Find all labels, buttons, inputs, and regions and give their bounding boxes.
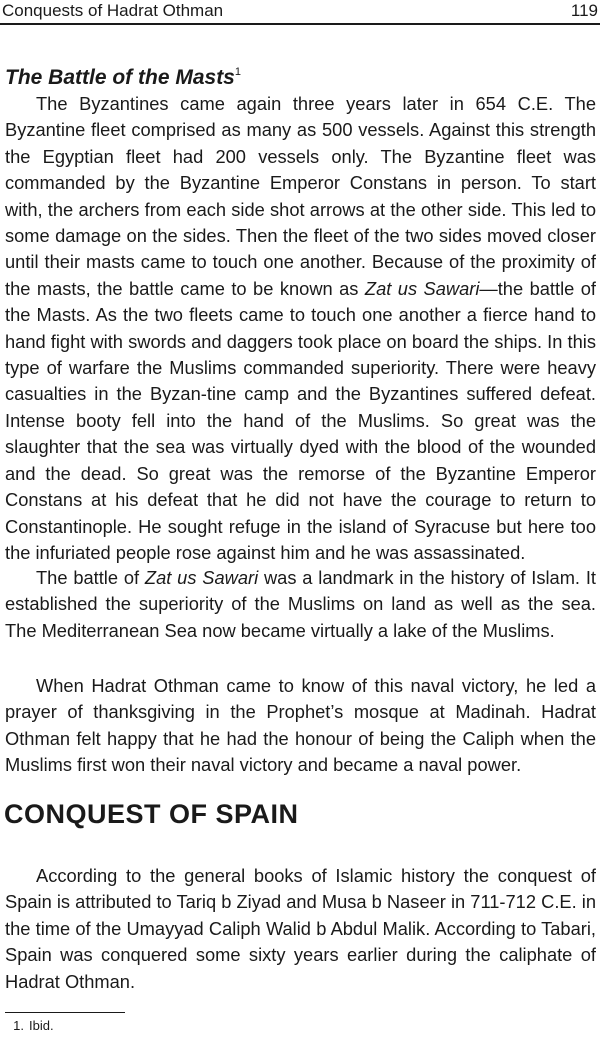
italic-term: Zat us Sawari <box>144 567 259 588</box>
footnote-marker: 1 <box>234 66 241 78</box>
paragraph-spain-conquest: According to the general books of Islamic history the conquest of Spain is attributed to Tariq b Ziyad and Musa b Naseer in 711-712 C.E. in the time of the Umayyad Caliph Walid b Abdul Malik. According to Tabari, Spain was conquered some sixty years earlier during the caliphate of Hadrat Othman. <box>5 865 596 992</box>
paragraph-thanksgiving: When Hadrat Othman came to know of this naval victory, he led a prayer of thanksgiving in the Prophet’s mosque at Madinah. Hadrat Othman felt happy that he had the honour of being the Caliph when the Muslims first won their naval victory and became a naval power. <box>5 675 596 776</box>
header-rule <box>0 23 600 25</box>
paragraph-battle-description <box>5 91 596 566</box>
italic-term: Zat us Sawari <box>364 277 480 299</box>
paragraph-text: The Byzantines came again three years later in 654 C.E. The Byzantine fleet comprised as many as 500 vessels. Against this strength the Egyptian fleet had 200 vessels only. The Byzantine fleet was commanded by the Byzantine Emperor Constans in person. To start with, the archers from each side shot arrows at the other side. This led to some damage on the sides. Then the fleet of the two sides moved closer until their masts came to touch one another. Because of the proximity of the masts, the battle came to be known as <box>5 93 596 299</box>
section-heading-text: The Battle of the Masts <box>5 66 235 89</box>
footnote-rule <box>5 1012 125 1013</box>
footnote-number: 1. <box>13 1018 24 1033</box>
chapter-heading: CONQUEST OF SPAIN <box>4 799 299 829</box>
paragraph-battle-significance <box>5 565 596 644</box>
section-heading <box>5 58 241 92</box>
paragraph-text: —the battle of the Masts. As the two fleets came to touch one another a fierce hand to hand fight with swords and daggers took place on board the ships. In this type of warfare the Muslims commanded superiority. There were heavy casualties in the Byzan-tine camp and the Byzantines suffered defeat. Intense booty fell into the hand of the Muslims. So great was the slaughter that the sea was virtually dyed with the blood of the wounded and the dead. So great was the remorse of the Byzantine Emperor Constans at his defeat that he did not have the courage to return to Constantinople. He sought refuge in the island of Syracuse but here too the infuriated people rose against him and he was assassinated. <box>5 277 596 563</box>
paragraph-text: The battle of <box>36 567 145 588</box>
footnote-text: Ibid. <box>29 1018 54 1033</box>
page-number: 119 <box>570 1 598 20</box>
running-title: Conquests of Hadrat Othman <box>2 1 224 20</box>
paragraph-text: was a landmark in the history of Islam. It established the superiority of the Muslims on land as well as the sea. The Mediterranean Sea now became virtually a lake of the Muslims. <box>5 567 596 641</box>
footnote <box>5 1018 54 1034</box>
running-head <box>0 0 600 24</box>
